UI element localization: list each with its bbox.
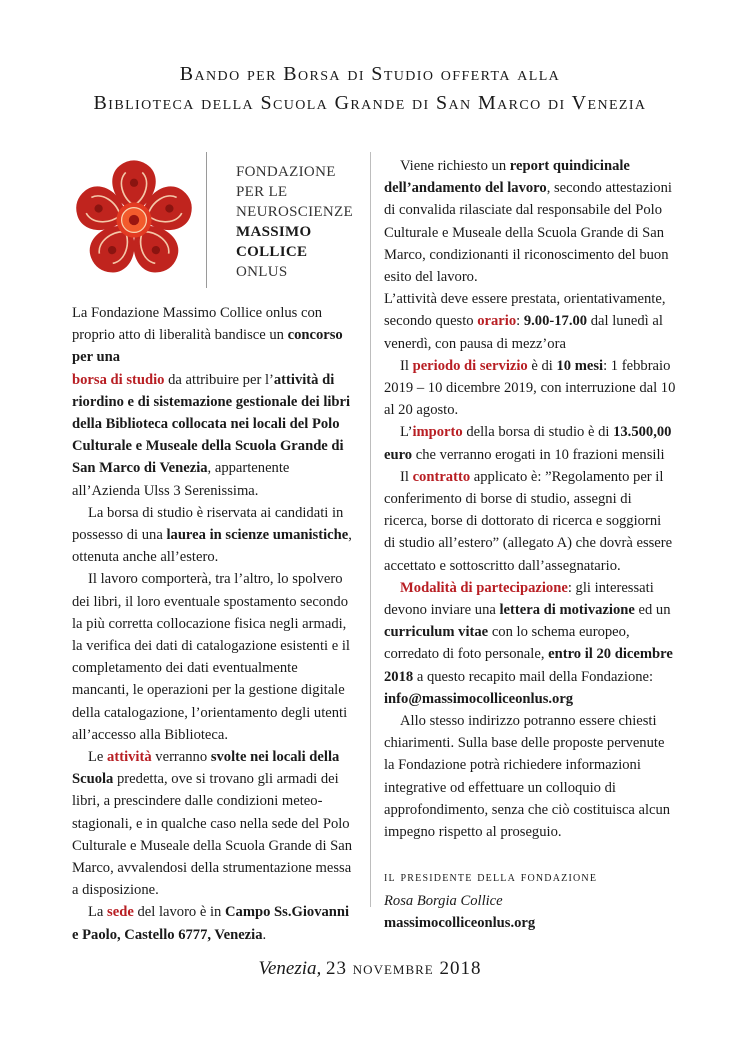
contact-email-link[interactable]: info@massimocolliceonlus.org <box>384 690 574 707</box>
text: : 1 febbraio 2019 – 10 dicembre 2019, con interruzione dal 10 al 20 agosto. <box>384 357 676 419</box>
text: del lavoro è in <box>133 904 225 921</box>
text: La borsa di studio è riservata ai candidati in possesso di una <box>72 504 344 544</box>
paragraph-report <box>384 155 676 288</box>
paragraph-schedule <box>384 288 676 355</box>
paragraph-activities <box>72 746 358 901</box>
document-title <box>0 60 740 118</box>
signature-title: il presidente della fondazione <box>384 870 598 886</box>
text: , ottenuta anche all’estero. <box>72 527 352 566</box>
highlight-text: borsa di studio <box>72 371 165 388</box>
text: con lo schema europeo, corredato di foto personale, <box>384 624 630 663</box>
text: : gli interessati devono inviare una <box>384 579 654 619</box>
text: è di <box>527 357 557 374</box>
logo-line: FONDAZIONE <box>236 164 336 180</box>
highlight-text: contratto <box>412 468 471 485</box>
logo-line: PER LE <box>236 184 288 200</box>
foundation-logo <box>72 152 362 292</box>
paragraph-participation <box>384 577 676 710</box>
bold-text: lettera di motivazione <box>499 602 635 619</box>
highlight-text: orario <box>477 313 517 330</box>
paragraph-tasks: Il lavoro comporterà, tra l’altro, lo spolvero dei libri, il loro eventuale spostamento secondo la più corretta collocazione fisica negli armadi, la verifica dei dati di catalogazione esistenti e il completamento dei dati eventualmente mancanti, le operazioni per la gestione digitale della catalogazione, l’orientamento degli utenti all’accesso alla Biblioteca. <box>72 571 350 743</box>
right-column <box>384 155 676 934</box>
highlight-text: sede <box>107 904 134 921</box>
highlight-text: attività <box>107 749 152 766</box>
text: a questo recapito mail della Fondazione: <box>413 668 654 685</box>
bold-text: svolte nei locali della Scuola <box>72 749 340 788</box>
text: Le <box>88 749 108 766</box>
text: predetta, ove si trovano gli armadi dei libri, a prescindere dalle condizioni meteo-stagionali, e in qualche caso nella sede del Polo Culturale e Museale della Scuola Grande di San Marco, avvalendosi della strumentazione messa a disposizione. <box>72 771 353 899</box>
bold-text: entro il 20 dicembre 2018 <box>384 646 673 685</box>
left-column <box>72 302 358 946</box>
text: La <box>88 904 108 921</box>
paragraph-intro <box>72 302 358 502</box>
bold-text: report quindicinale dell’andamento del lavoro <box>384 158 630 197</box>
logo-line: ONLUS <box>236 264 288 280</box>
text: : <box>516 313 524 330</box>
date-text: 23 novembre 2018 <box>326 958 482 979</box>
logo-line: MASSIMO <box>236 224 312 240</box>
paragraph-requirements <box>72 502 358 569</box>
highlight-text: importo <box>412 424 463 441</box>
bold-text: attività di riordino e di sistemazione gestionale dei libri della Biblioteca collocata nei locali del Polo Culturale e Museale della Scuola Grande di San Marco di Venezia <box>72 371 351 477</box>
paragraph-location <box>72 901 358 945</box>
text: , appartenente all’Azienda Ulss 3 Serenissima. <box>72 460 290 499</box>
signature-name: Rosa Borgia Collice <box>384 892 503 909</box>
title-line-1: Bando per Borsa di Studio offerta alla <box>179 63 561 85</box>
text: L’ <box>400 424 413 441</box>
date-line <box>0 958 740 980</box>
paragraph-contract <box>384 466 676 577</box>
paragraph-clarifications: Allo stesso indirizzo potranno essere chiesti chiarimenti. Sulla base delle proposte pervenute la Fondazione potrà richiedere informazioni integrative od effettuare un colloquio di approfondimento, senza che ciò costituisca alcun impegno rispetto al proseguio. <box>384 713 671 841</box>
website-text[interactable]: massimocolliceonlus.org <box>384 914 536 931</box>
text: L’attività deve essere prestata, orientativamente, secondo questo <box>384 291 666 330</box>
text: Viene richiesto un <box>400 158 510 174</box>
flower-emblem-icon <box>72 158 196 282</box>
text: applicato è: ”Regolamento per il conferimento di borse di studio, assegni di ricerca, borse di dottorato di ricerca e soggiorni di studio all’estero” (allegato A) che dovrà essere accettato e sottoscritto dall’assegnatario. <box>384 468 673 574</box>
highlight-text: periodo di servizio <box>412 357 528 374</box>
paragraph-period <box>384 355 676 422</box>
logo-line: NEUROSCIENZE <box>236 204 353 220</box>
highlight-text: Modalità di partecipazione <box>400 579 568 596</box>
text: ed un <box>634 602 671 619</box>
bold-text: 10 mesi <box>556 357 604 374</box>
bold-text: 9.00-17.00 <box>523 313 588 330</box>
text: da attribuire per l’ <box>164 371 274 388</box>
city-name: Venezia, <box>258 958 322 979</box>
text: verranno <box>151 749 211 766</box>
text: Il <box>400 357 413 374</box>
text: Il <box>400 468 413 485</box>
logo-divider <box>206 152 207 288</box>
text: La Fondazione Massimo Collice onlus con proprio atto di liberalità bandisce un <box>72 305 323 344</box>
text: che verranno erogati in 10 frazioni mensili <box>412 446 665 463</box>
title-line-2: Biblioteca della Scuola Grande di San Marco di Venezia <box>93 92 647 114</box>
bold-text: laurea in scienze umanistiche <box>166 527 349 544</box>
website-link[interactable] <box>384 912 676 934</box>
logo-line: COLLICE <box>236 244 308 260</box>
foundation-name <box>236 162 353 282</box>
text: della borsa di studio è di <box>462 424 614 441</box>
bold-text: 13.500,00 euro <box>384 424 672 463</box>
column-divider <box>370 152 371 907</box>
text: , secondo attestazioni di convalida rilasciate dal responsabile del Polo Culturale e Museale della Scuola Grande di San Marco, condizionanti il riconoscimento del buon esito del lavoro. <box>384 180 672 286</box>
paragraph-amount <box>384 421 676 465</box>
text: . <box>262 926 267 943</box>
bold-text: concorso per una <box>72 327 343 366</box>
bold-text: Campo Ss.Giovanni e Paolo, Castello 6777, Venezia <box>72 904 350 943</box>
bold-text: curriculum vitae <box>384 624 489 641</box>
text: dal lunedì al venerdì, con pausa di mezz’ora <box>384 313 663 352</box>
